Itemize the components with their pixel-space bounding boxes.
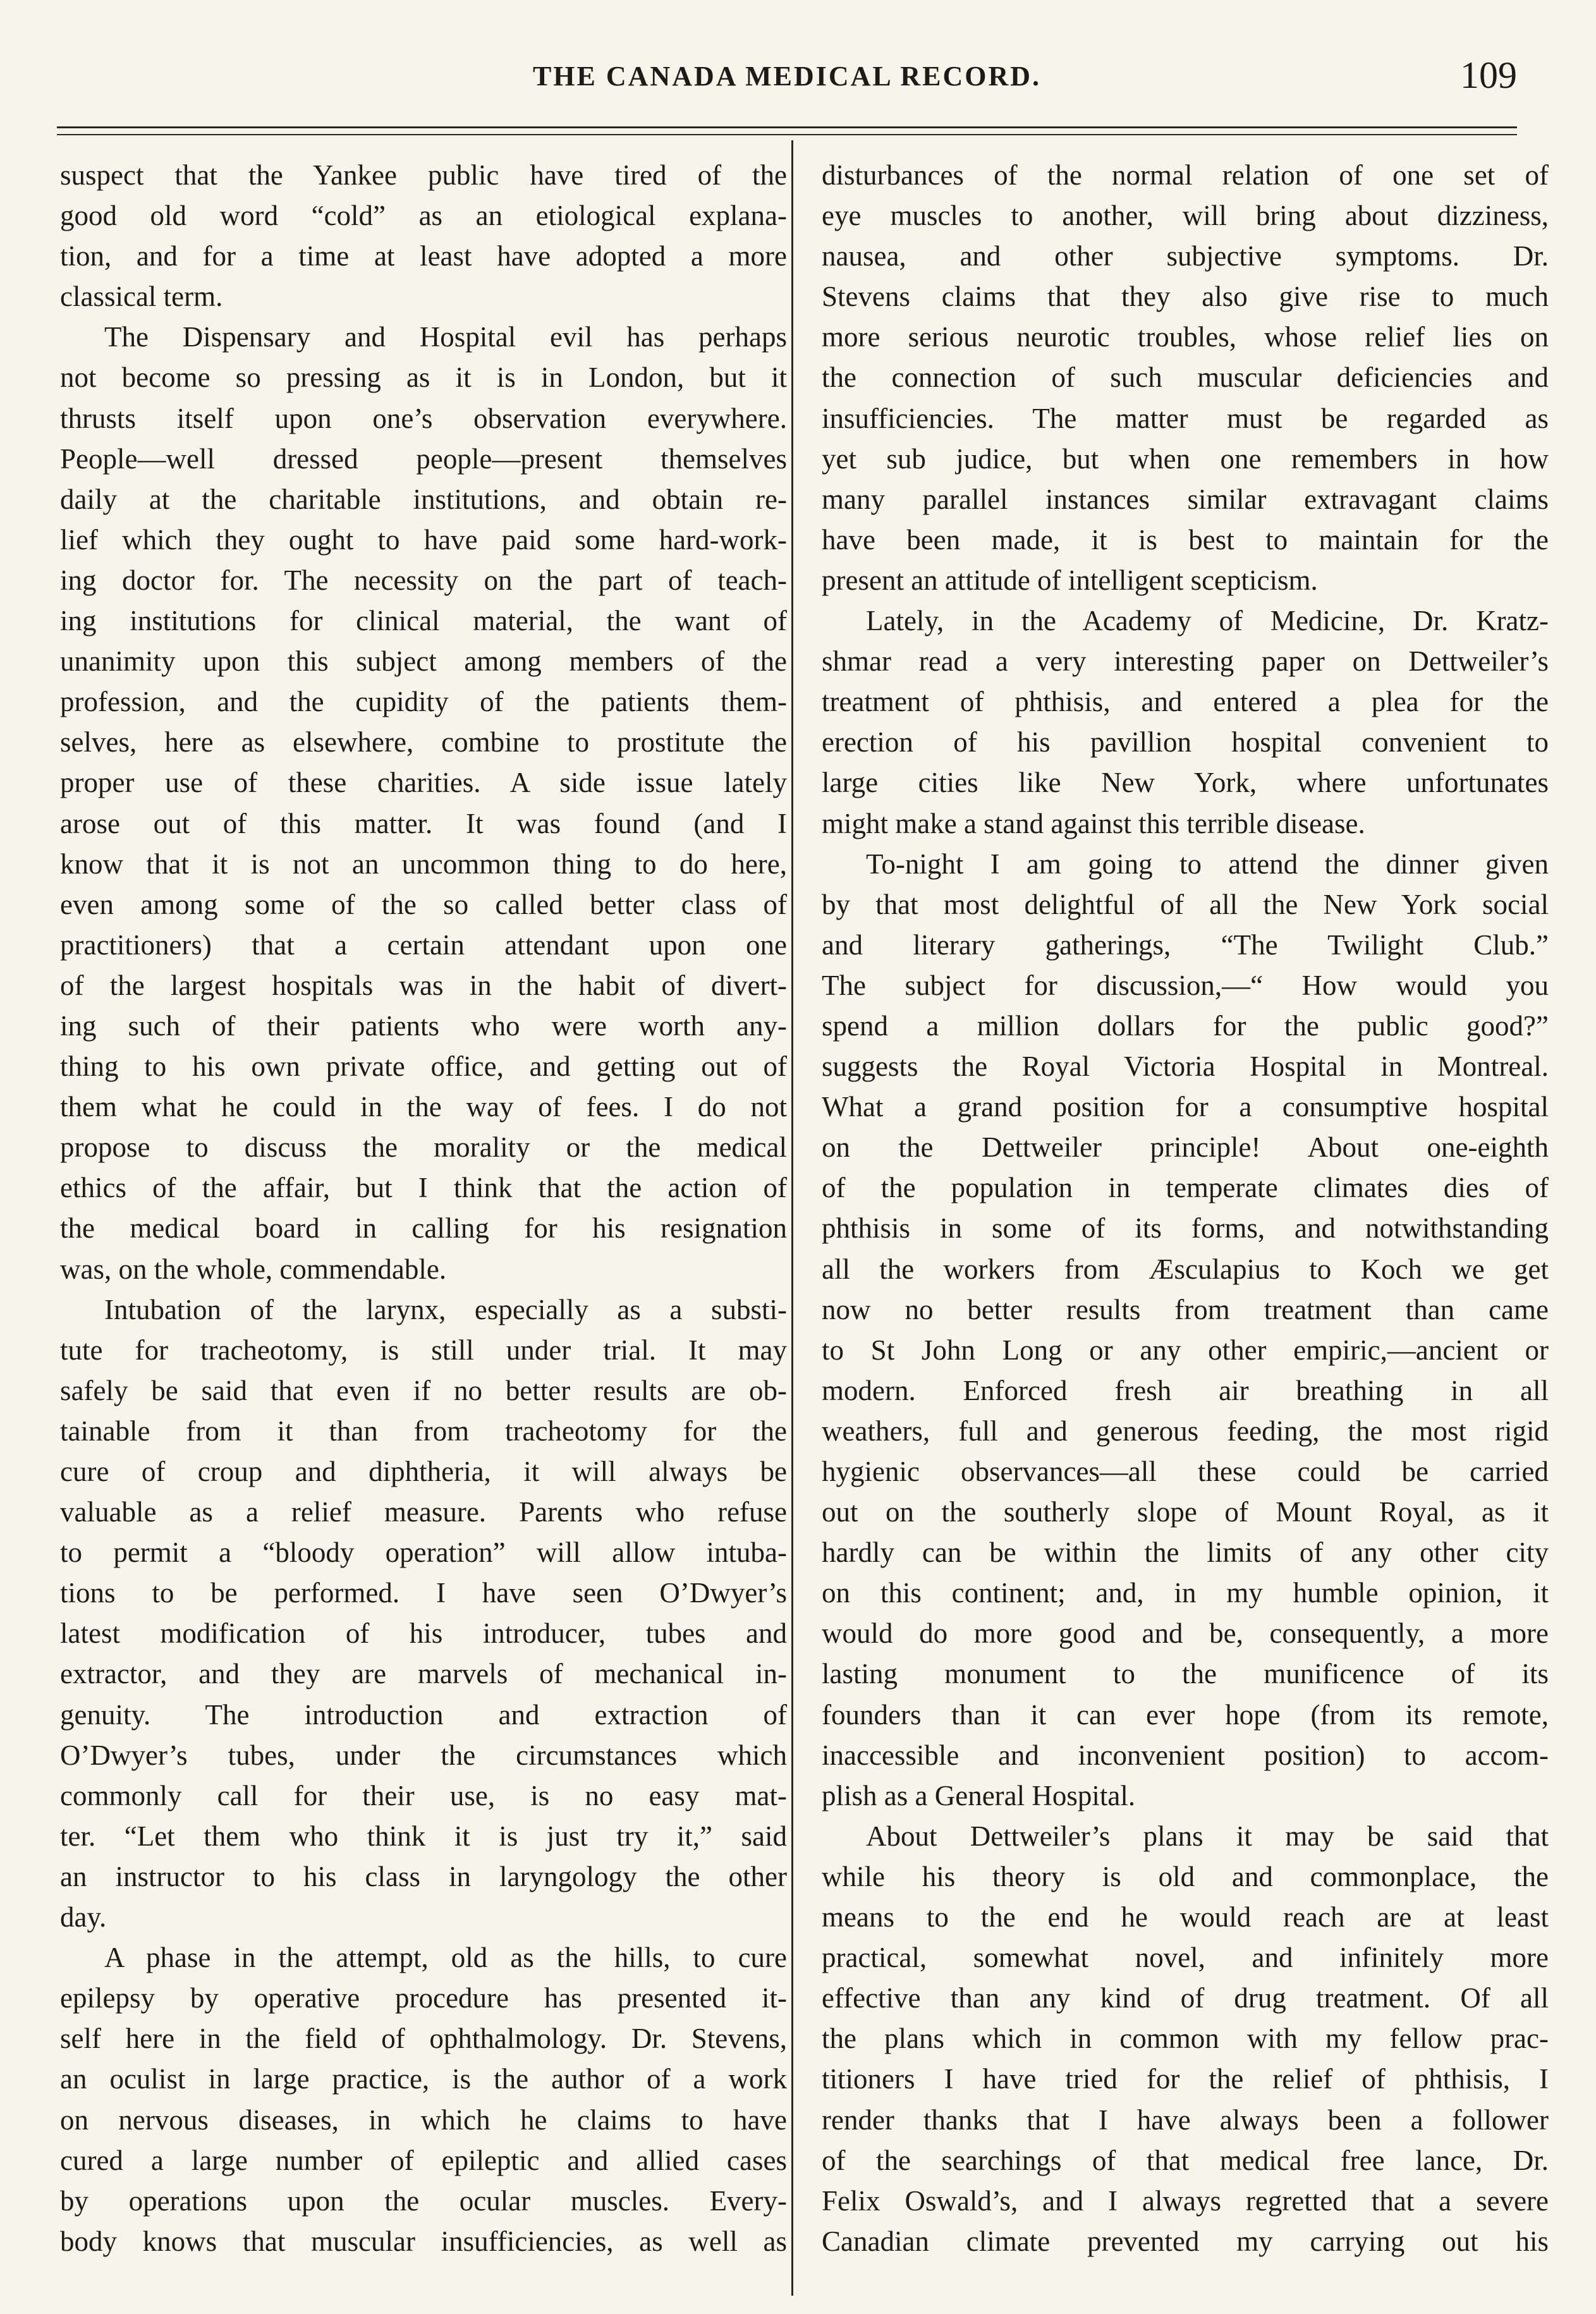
left-column-line: propose to discuss the morality or the medical (60, 1131, 787, 1164)
left-column-line: unanimity upon this subject among members of the (60, 645, 787, 678)
left-column-line: good old word “cold” as an etiological explana- (60, 200, 787, 232)
right-column-line: practical, somewhat novel, and infinitely more (822, 1942, 1549, 1974)
left-column-line: People—well dressed people—present themselves (60, 442, 787, 475)
left-column-line: ing such of their patients who were worth any- (60, 1009, 787, 1042)
right-column-line: large cities like New York, where unfortunates (822, 767, 1549, 799)
left-column-line: ter. “Let them who think it is just try it,” said (60, 1820, 787, 1852)
right-column-line: To-night I am going to attend the dinner given (866, 848, 1549, 880)
left-column-line: safely be said that even if no better results are ob- (60, 1374, 787, 1406)
right-column-line: eye muscles to another, will bring about dizziness, (822, 200, 1549, 232)
left-column-line: cure of croup and diphtheria, it will always be (60, 1456, 787, 1487)
right-column-line: effective than any kind of drug treatment. Of all (822, 1982, 1549, 2014)
right-column-line: many parallel instances similar extravagant claims (822, 483, 1549, 515)
running-title: THE CANADA MEDICAL RECORD. (532, 61, 1042, 92)
left-column-line: tute for tracheotomy, is still under trial. It may (60, 1334, 787, 1366)
left-column-line: tainable from it than from tracheotomy for the (60, 1415, 787, 1447)
left-column-line: A phase in the attempt, old as the hills, to cure (104, 1942, 787, 1974)
right-column-line: What a grand position for a consumptive hospital (822, 1091, 1549, 1123)
right-column-line: on this continent; and, in my humble opinion, it (822, 1577, 1549, 1609)
left-column-line: selves, here as elsewhere, combine to prostitute the (60, 726, 787, 758)
right-column-line: Lately, in the Academy of Medicine, Dr. Kratz- (866, 605, 1549, 637)
right-column-line: on the Dettweiler principle! About one-eighth (822, 1131, 1549, 1164)
left-column-line: proper use of these charities. A side issue lately (60, 767, 787, 799)
left-column-line: even among some of the so called better class of (60, 888, 787, 920)
right-column-line: means to the end he would reach are at least (822, 1901, 1549, 1933)
right-column-line: more serious neurotic troubles, whose relief lies on (822, 321, 1549, 353)
right-column-line: to St John Long or any other empiric,—ancient or (822, 1334, 1549, 1366)
right-column-line: render thanks that I have always been a follower (822, 2104, 1549, 2136)
right-column-line: lasting monument to the munificence of its (822, 1658, 1549, 1690)
right-column-line: The subject for discussion,—“ How would you (822, 969, 1549, 1001)
left-column-line: cured a large number of epileptic and allied cases (60, 2144, 787, 2176)
left-column-line: on nervous diseases, in which he claims to have (60, 2104, 787, 2136)
right-column-line: the plans which in common with my fellow prac- (822, 2023, 1549, 2055)
column-divider (791, 140, 793, 2296)
left-column-line: classical term. (60, 281, 223, 313)
header-rule (57, 126, 1517, 128)
left-column-line: ing institutions for clinical material, the want of (60, 605, 787, 637)
left-column-line: ethics of the affair, but I think that the action of (60, 1172, 787, 1204)
left-column-line: latest modification of his introducer, tubes and (60, 1617, 787, 1650)
right-column-line: suggests the Royal Victoria Hospital in Montreal. (822, 1050, 1549, 1083)
right-column-line: now no better results from treatment than came (822, 1293, 1549, 1325)
left-column-line: the medical board in calling for his resignation (60, 1212, 787, 1245)
left-column-line: suspect that the Yankee public have tired of the (60, 159, 787, 191)
left-column-line: day. (60, 1901, 107, 1933)
right-column-line: spend a million dollars for the public good?” (822, 1009, 1549, 1042)
right-column-line: phthisis in some of its forms, and notwithstanding (822, 1212, 1549, 1245)
right-column-line: erection of his pavillion hospital convenient to (822, 726, 1549, 758)
right-column-line: About Dettweiler’s plans it may be said that (866, 1820, 1549, 1852)
left-column-line: genuity. The introduction and extraction of (60, 1698, 787, 1731)
left-column-line: of the largest hospitals was in the habit of divert- (60, 969, 787, 1001)
right-column-line: would do more good and be, consequently, a more (822, 1617, 1549, 1650)
right-column-line: have been made, it is best to maintain for the (822, 523, 1549, 556)
right-column-line: out on the southerly slope of Mount Royal, as it (822, 1496, 1549, 1528)
right-column-line: nausea, and other subjective symptoms. Dr. (822, 240, 1549, 272)
page-number: 109 (1460, 54, 1517, 96)
left-column-line: body knows that muscular insufficiencies, as well as (60, 2225, 787, 2257)
right-column-line: Felix Oswald’s, and I always regretted that a severe (822, 2184, 1549, 2217)
left-column-line: valuable as a relief measure. Parents who refuse (60, 1496, 787, 1528)
right-column-line: by that most delightful of all the New York social (822, 888, 1549, 920)
right-column-line: treatment of phthisis, and entered a plea for the (822, 686, 1549, 718)
left-column-line: thrusts itself upon one’s observation everywhere. (60, 402, 787, 434)
left-column-line: profession, and the cupidity of the patients them- (60, 686, 787, 718)
left-column-line: not become so pressing as it is in London, but it (60, 362, 787, 394)
right-column-line: present an attitude of intelligent scepticism. (822, 564, 1318, 596)
right-column-line: insufficiencies. The matter must be regarded as (822, 402, 1549, 434)
left-column-line: daily at the charitable institutions, and obtain re- (60, 483, 787, 515)
right-column-line: hygienic observances—all these could be carried (822, 1456, 1549, 1487)
left-column-line: an oculist in large practice, is the author of a work (60, 2063, 787, 2095)
left-column-line: The Dispensary and Hospital evil has perhaps (104, 321, 787, 353)
left-column-line: know that it is not an uncommon thing to do here, (60, 848, 787, 880)
left-column-line: extractor, and they are marvels of mechanical in- (60, 1658, 787, 1690)
left-column-line: practitioners) that a certain attendant upon one (60, 929, 787, 961)
left-column-line: Intubation of the larynx, especially as a substi- (104, 1293, 787, 1325)
left-column-line: an instructor to his class in laryngology the other (60, 1860, 787, 1892)
left-column-line: epilepsy by operative procedure has presented it- (60, 1982, 787, 2014)
right-column-line: weathers, full and generous feeding, the most rigid (822, 1415, 1549, 1447)
left-column-line: arose out of this matter. It was found (and I (60, 807, 787, 839)
right-column-line: inaccessible and inconvenient position) to accom- (822, 1739, 1549, 1771)
right-column-line: all the workers from Æsculapius to Koch we get (822, 1253, 1549, 1285)
right-column-line: Stevens claims that they also give rise to much (822, 281, 1549, 313)
right-column-line: hardly can be within the limits of any other city (822, 1537, 1549, 1569)
left-column (60, 155, 787, 2291)
right-column (822, 155, 1549, 2291)
right-column-line: of the population in temperate climates dies of (822, 1172, 1549, 1204)
right-column-line: might make a stand against this terrible disease. (822, 807, 1365, 839)
left-column-line: thing to his own private office, and getting out of (60, 1050, 787, 1083)
right-column-line: disturbances of the normal relation of one set of (822, 159, 1549, 191)
left-column-line: tion, and for a time at least have adopted a more (60, 240, 787, 272)
right-column-line: plish as a General Hospital. (822, 1779, 1136, 1812)
header-rule-thin (57, 134, 1517, 135)
left-column-line: self here in the field of ophthalmology. Dr. Stevens, (60, 2023, 787, 2055)
right-column-line: yet sub judice, but when one remembers in how (822, 442, 1549, 475)
page-header (57, 54, 1517, 111)
right-column-line: modern. Enforced fresh air breathing in all (822, 1374, 1549, 1406)
left-column-line: lief which they ought to have paid some hard-work- (60, 523, 787, 556)
left-column-line: tions to be performed. I have seen O’Dwyer’s (60, 1577, 787, 1609)
right-column-line: the connection of such muscular deficiencies and (822, 362, 1549, 394)
right-column-line: of the searchings of that medical free lance, Dr. (822, 2144, 1549, 2176)
left-column-line: commonly call for their use, is no easy mat- (60, 1779, 787, 1812)
left-column-line: to permit a “bloody operation” will allow intuba- (60, 1537, 787, 1569)
left-column-line: was, on the whole, commendable. (60, 1253, 447, 1285)
right-column-line: Canadian climate prevented my carrying out his (822, 2225, 1549, 2257)
right-column-line: while his theory is old and commonplace, the (822, 1860, 1549, 1892)
left-column-line: ing doctor for. The necessity on the part of teach- (60, 564, 787, 596)
right-column-line: and literary gatherings, “The Twilight Club.” (822, 929, 1549, 961)
right-column-line: shmar read a very interesting paper on Dettweiler’s (822, 645, 1549, 678)
left-column-line: O’Dwyer’s tubes, under the circumstances which (60, 1739, 787, 1771)
right-column-line: founders than it can ever hope (from its remote, (822, 1698, 1549, 1731)
right-column-line: titioners I have tried for the relief of phthisis, I (822, 2063, 1549, 2095)
left-column-line: them what he could in the way of fees. I do not (60, 1091, 787, 1123)
left-column-line: by operations upon the ocular muscles. Every- (60, 2184, 787, 2217)
